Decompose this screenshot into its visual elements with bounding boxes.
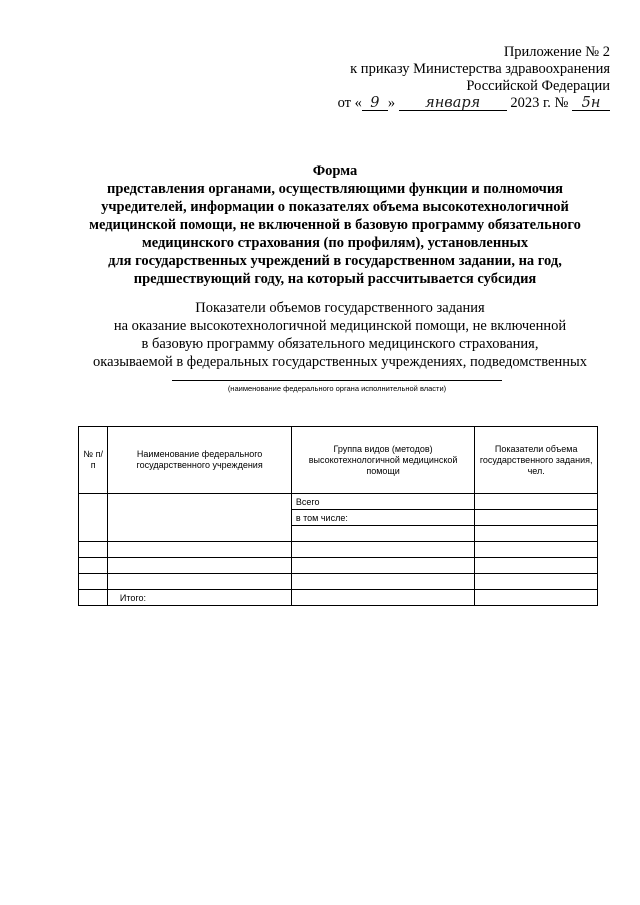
table-cell: [108, 574, 291, 590]
itogo-label-cell: [108, 590, 291, 606]
handwritten-month: января: [399, 96, 507, 111]
form-title-line: медицинского страхования (по профилям), установленных: [141, 235, 529, 251]
form-title-line: для государственных учреждений в государственном задании, на год,: [108, 253, 562, 269]
date-prefix: от «: [337, 95, 362, 111]
date-year: 2023 г. №: [510, 95, 569, 111]
table-cell: [79, 574, 108, 590]
section-title-line: Показатели объемов государственного задания: [195, 300, 485, 316]
appendix-order-ref: к приказу Министерства здравоохранения: [350, 61, 610, 77]
header-institution: Наименование федерального государственного учреждения: [108, 427, 291, 494]
table-cell: [79, 494, 108, 542]
table-cell: [475, 542, 598, 558]
table-cell: [79, 542, 108, 558]
header-volume: Показатели объема государственного задания, чел.: [475, 427, 598, 494]
handwritten-order-number: 5н: [572, 96, 610, 111]
table-cell: [475, 526, 598, 542]
table-row: [79, 494, 598, 510]
table-cell: [475, 494, 598, 510]
table-row: [79, 558, 598, 574]
itogo-label: Итого:: [119, 592, 146, 603]
handwritten-day: 9: [362, 96, 388, 111]
table-cell: [291, 542, 474, 558]
section-title: [40, 299, 640, 371]
table-cell: [475, 510, 598, 526]
appendix-date-line: [310, 95, 610, 112]
table-cell: [79, 590, 108, 606]
including-label-cell: в том числе:: [291, 510, 474, 526]
table-cell: [475, 590, 598, 606]
total-label-cell: Всего: [291, 494, 474, 510]
date-mid: »: [387, 95, 396, 111]
table-cell: [291, 590, 474, 606]
form-title: [40, 162, 630, 288]
form-title-line: медицинской помощи, не включенной в базовую программу обязательного: [89, 217, 581, 233]
org-name-caption: (наименование федерального органа исполнительной власти): [227, 384, 447, 393]
section-title-line: в базовую программу обязательного медицинского страхования,: [141, 336, 539, 352]
table-cell: [475, 574, 598, 590]
form-title-line: учредителей, информации о показателях объема высокотехнологичной: [101, 199, 569, 215]
header-number: № п/п: [79, 427, 108, 494]
org-name-blank-line: [172, 380, 502, 381]
table-row-total: [79, 590, 598, 606]
table-cell: [291, 574, 474, 590]
table-cell: [79, 558, 108, 574]
table-row: [79, 542, 598, 558]
table-row: [79, 574, 598, 590]
form-title-line: Форма: [312, 163, 358, 179]
section-title-line: на оказание высокотехнологичной медицинской помощи, не включенной: [113, 318, 567, 334]
appendix-number: Приложение № 2: [503, 44, 610, 60]
table-cell: [108, 494, 291, 542]
header-care-group: Группа видов (методов) высокотехнологичной медицинской помощи: [291, 427, 474, 494]
table-header-row: [79, 427, 598, 494]
table-cell: [475, 558, 598, 574]
table-cell: [108, 542, 291, 558]
appendix-ministry: Российской Федерации: [466, 78, 610, 94]
table-cell: [108, 558, 291, 574]
form-title-line: предшествующий году, на который рассчитывается субсидия: [133, 271, 537, 287]
form-title-line: представления органами, осуществляющими функции и полномочия: [106, 181, 564, 197]
section-title-line: оказываемой в федеральных государственных учреждениях, подведомственных: [93, 354, 587, 370]
table-cell: [291, 526, 474, 542]
table-cell: [291, 558, 474, 574]
volume-table: [78, 426, 598, 606]
appendix-block: [310, 44, 610, 112]
